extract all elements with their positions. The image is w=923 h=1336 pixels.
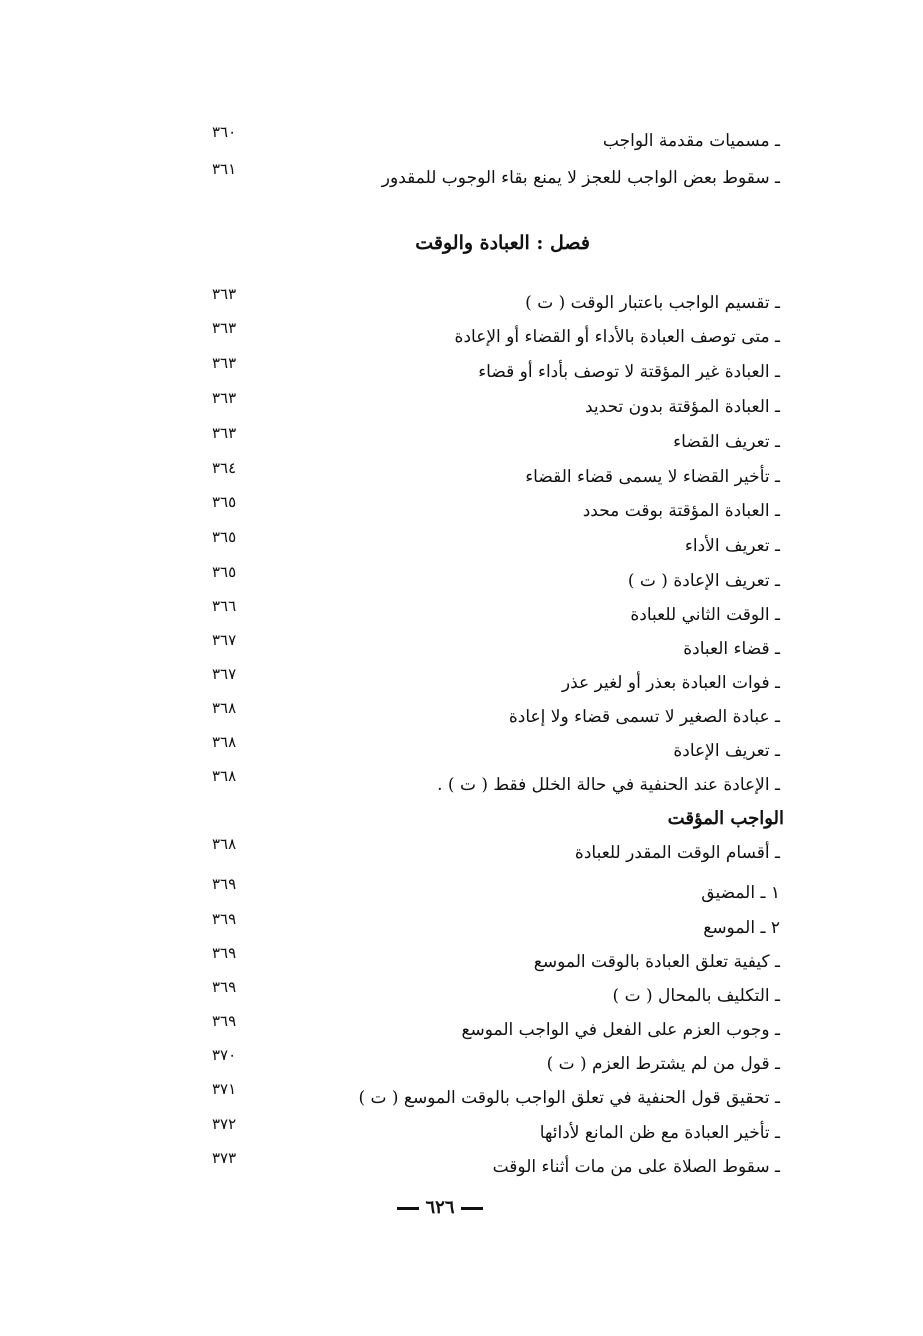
toc-entry-page: ٣٦٨ — [212, 733, 237, 751]
toc-entry-title: ـ تأخير العبادة مع ظن المانع لأدائها — [539, 1123, 780, 1143]
toc-entry — [150, 459, 790, 492]
toc-entry-page: ٣٦٣ — [212, 389, 237, 407]
toc-entry — [150, 631, 790, 664]
toc-entry-title: ـ تعريف الأداء — [684, 536, 780, 556]
folio-dash-left — [397, 1207, 419, 1210]
folio-number: ٦٢٦ — [425, 1197, 455, 1218]
toc-entry-title: ـ التكليف بالمحال ( ت ) — [612, 986, 780, 1006]
toc-entry-title: ـ أقسام الوقت المقدر للعبادة — [574, 843, 780, 863]
toc-entry-page: ٣٦٩ — [212, 910, 237, 928]
toc-entry-page: ٣٧١ — [212, 1080, 237, 1098]
toc-entry-title: ـ متى توصف العبادة بالأداء أو القضاء أو الإعادة — [454, 327, 780, 347]
toc-entry-page: ٣٦٧ — [212, 665, 237, 683]
toc-entry-page: ٣٦٩ — [212, 944, 237, 962]
toc-entry-page: ٣٧٣ — [212, 1149, 237, 1167]
toc-entry — [150, 944, 790, 977]
toc-entry-page: ٣٧٢ — [212, 1115, 237, 1133]
toc-entry — [150, 528, 790, 561]
toc-entry — [150, 1012, 790, 1045]
toc-entry-title: ـ تقسيم الواجب باعتبار الوقت ( ت ) — [525, 293, 780, 313]
toc-entry-title: ـ تعريف الإعادة ( ت ) — [627, 571, 780, 591]
toc-entry — [150, 285, 790, 318]
toc-entry-title: ـ فوات العبادة بعذر أو لغير عذر — [561, 673, 780, 693]
toc-entry-title: ٢ ـ الموسع — [703, 918, 780, 938]
toc-entry-title: ـ مسميات مقدمة الواجب — [602, 131, 780, 151]
toc-entry — [150, 389, 790, 422]
section-heading: فصل : العبادة والوقت — [415, 232, 590, 254]
toc-entry-page: ٣٦٣ — [212, 424, 237, 442]
toc-entry-page: ٣٦٥ — [212, 563, 237, 581]
toc-entry — [150, 354, 790, 387]
toc-entry-page: ٣٦٨ — [212, 767, 237, 785]
toc-entry-title: ـ قضاء العبادة — [683, 639, 780, 659]
page-number — [370, 1193, 510, 1223]
toc-entry-title: ـ سقوط بعض الواجب للعجز لا يمنع بقاء الوجوب للمقدور — [381, 168, 780, 188]
toc-entry — [150, 563, 790, 596]
toc-entry — [150, 123, 790, 156]
toc-entry-page: ٣٦٩ — [212, 1012, 237, 1030]
toc-entry-page: ٣٦٨ — [212, 835, 237, 853]
toc-entry — [150, 319, 790, 352]
toc-entry — [150, 160, 790, 193]
toc-entry-page: ٣٦٩ — [212, 978, 237, 996]
toc-entry — [150, 910, 790, 943]
toc-entry — [150, 835, 790, 868]
toc-entry — [150, 875, 790, 908]
toc-entry — [150, 699, 790, 732]
toc-entry — [150, 1149, 790, 1182]
toc-entry — [150, 1046, 790, 1079]
toc-entry-page: ٣٦٧ — [212, 631, 237, 649]
toc-entry-page: ٣٦٣ — [212, 319, 237, 337]
toc-entry-page: ٣٦٥ — [212, 493, 237, 511]
toc-entry-page: ٣٦٩ — [212, 875, 237, 893]
toc-entry-page: ٣٦٥ — [212, 528, 237, 546]
toc-entry-title: ـ العبادة غير المؤقتة لا توصف بأداء أو قضاء — [478, 362, 780, 382]
toc-entry-title: ـ الوقت الثاني للعبادة — [630, 605, 780, 625]
sub-heading: الواجب المؤقت — [667, 808, 784, 829]
toc-entry — [150, 665, 790, 698]
toc-entry-title: ـ تأخير القضاء لا يسمى قضاء القضاء — [525, 467, 780, 487]
toc-entry-title: ـ تعريف الإعادة — [673, 741, 780, 761]
toc-entry — [150, 597, 790, 630]
folio-dash-right — [461, 1207, 483, 1210]
toc-entry — [150, 767, 790, 800]
toc-entry-title: ـ عبادة الصغير لا تسمى قضاء ولا إعادة — [508, 707, 780, 727]
toc-entry-title: ـ تحقيق قول الحنفية في تعلق الواجب بالوقت الموسع ( ت ) — [358, 1088, 780, 1108]
toc-entry-title: ـ العبادة المؤقتة بوقت محدد — [582, 501, 780, 521]
toc-entry-title: ـ كيفية تعلق العبادة بالوقت الموسع — [533, 952, 780, 972]
toc-entry-title: ١ ـ المضيق — [701, 883, 780, 903]
toc-entry — [150, 1080, 790, 1113]
toc-entry-title: ـ قول من لم يشترط العزم ( ت ) — [546, 1054, 780, 1074]
toc-entry-title: ـ الإعادة عند الحنفية في حالة الخلل فقط ( ت ) . — [437, 775, 780, 795]
toc-entry-title: ـ تعريف القضاء — [673, 432, 780, 452]
toc-entry-page: ٣٦٤ — [212, 459, 237, 477]
toc-entry — [150, 493, 790, 526]
toc-entry-page: ٣٦١ — [212, 160, 237, 178]
toc-entry — [150, 424, 790, 457]
toc-entry-page: ٣٦٦ — [212, 597, 237, 615]
toc-entry — [150, 978, 790, 1011]
toc-entry-title: ـ وجوب العزم على الفعل في الواجب الموسع — [461, 1020, 780, 1040]
toc-entry-title: ـ سقوط الصلاة على من مات أثناء الوقت — [492, 1157, 780, 1177]
toc-entry-title: ـ العبادة المؤقتة بدون تحديد — [584, 397, 780, 417]
toc-entry — [150, 1115, 790, 1148]
toc-entry-page: ٣٦٨ — [212, 699, 237, 717]
toc-entry-page: ٣٦٣ — [212, 285, 237, 303]
toc-entry-page: ٣٦٣ — [212, 354, 237, 372]
toc-entry-page: ٣٧٠ — [212, 1046, 237, 1064]
toc-entry-page: ٣٦٠ — [212, 123, 237, 141]
toc-entry — [150, 733, 790, 766]
